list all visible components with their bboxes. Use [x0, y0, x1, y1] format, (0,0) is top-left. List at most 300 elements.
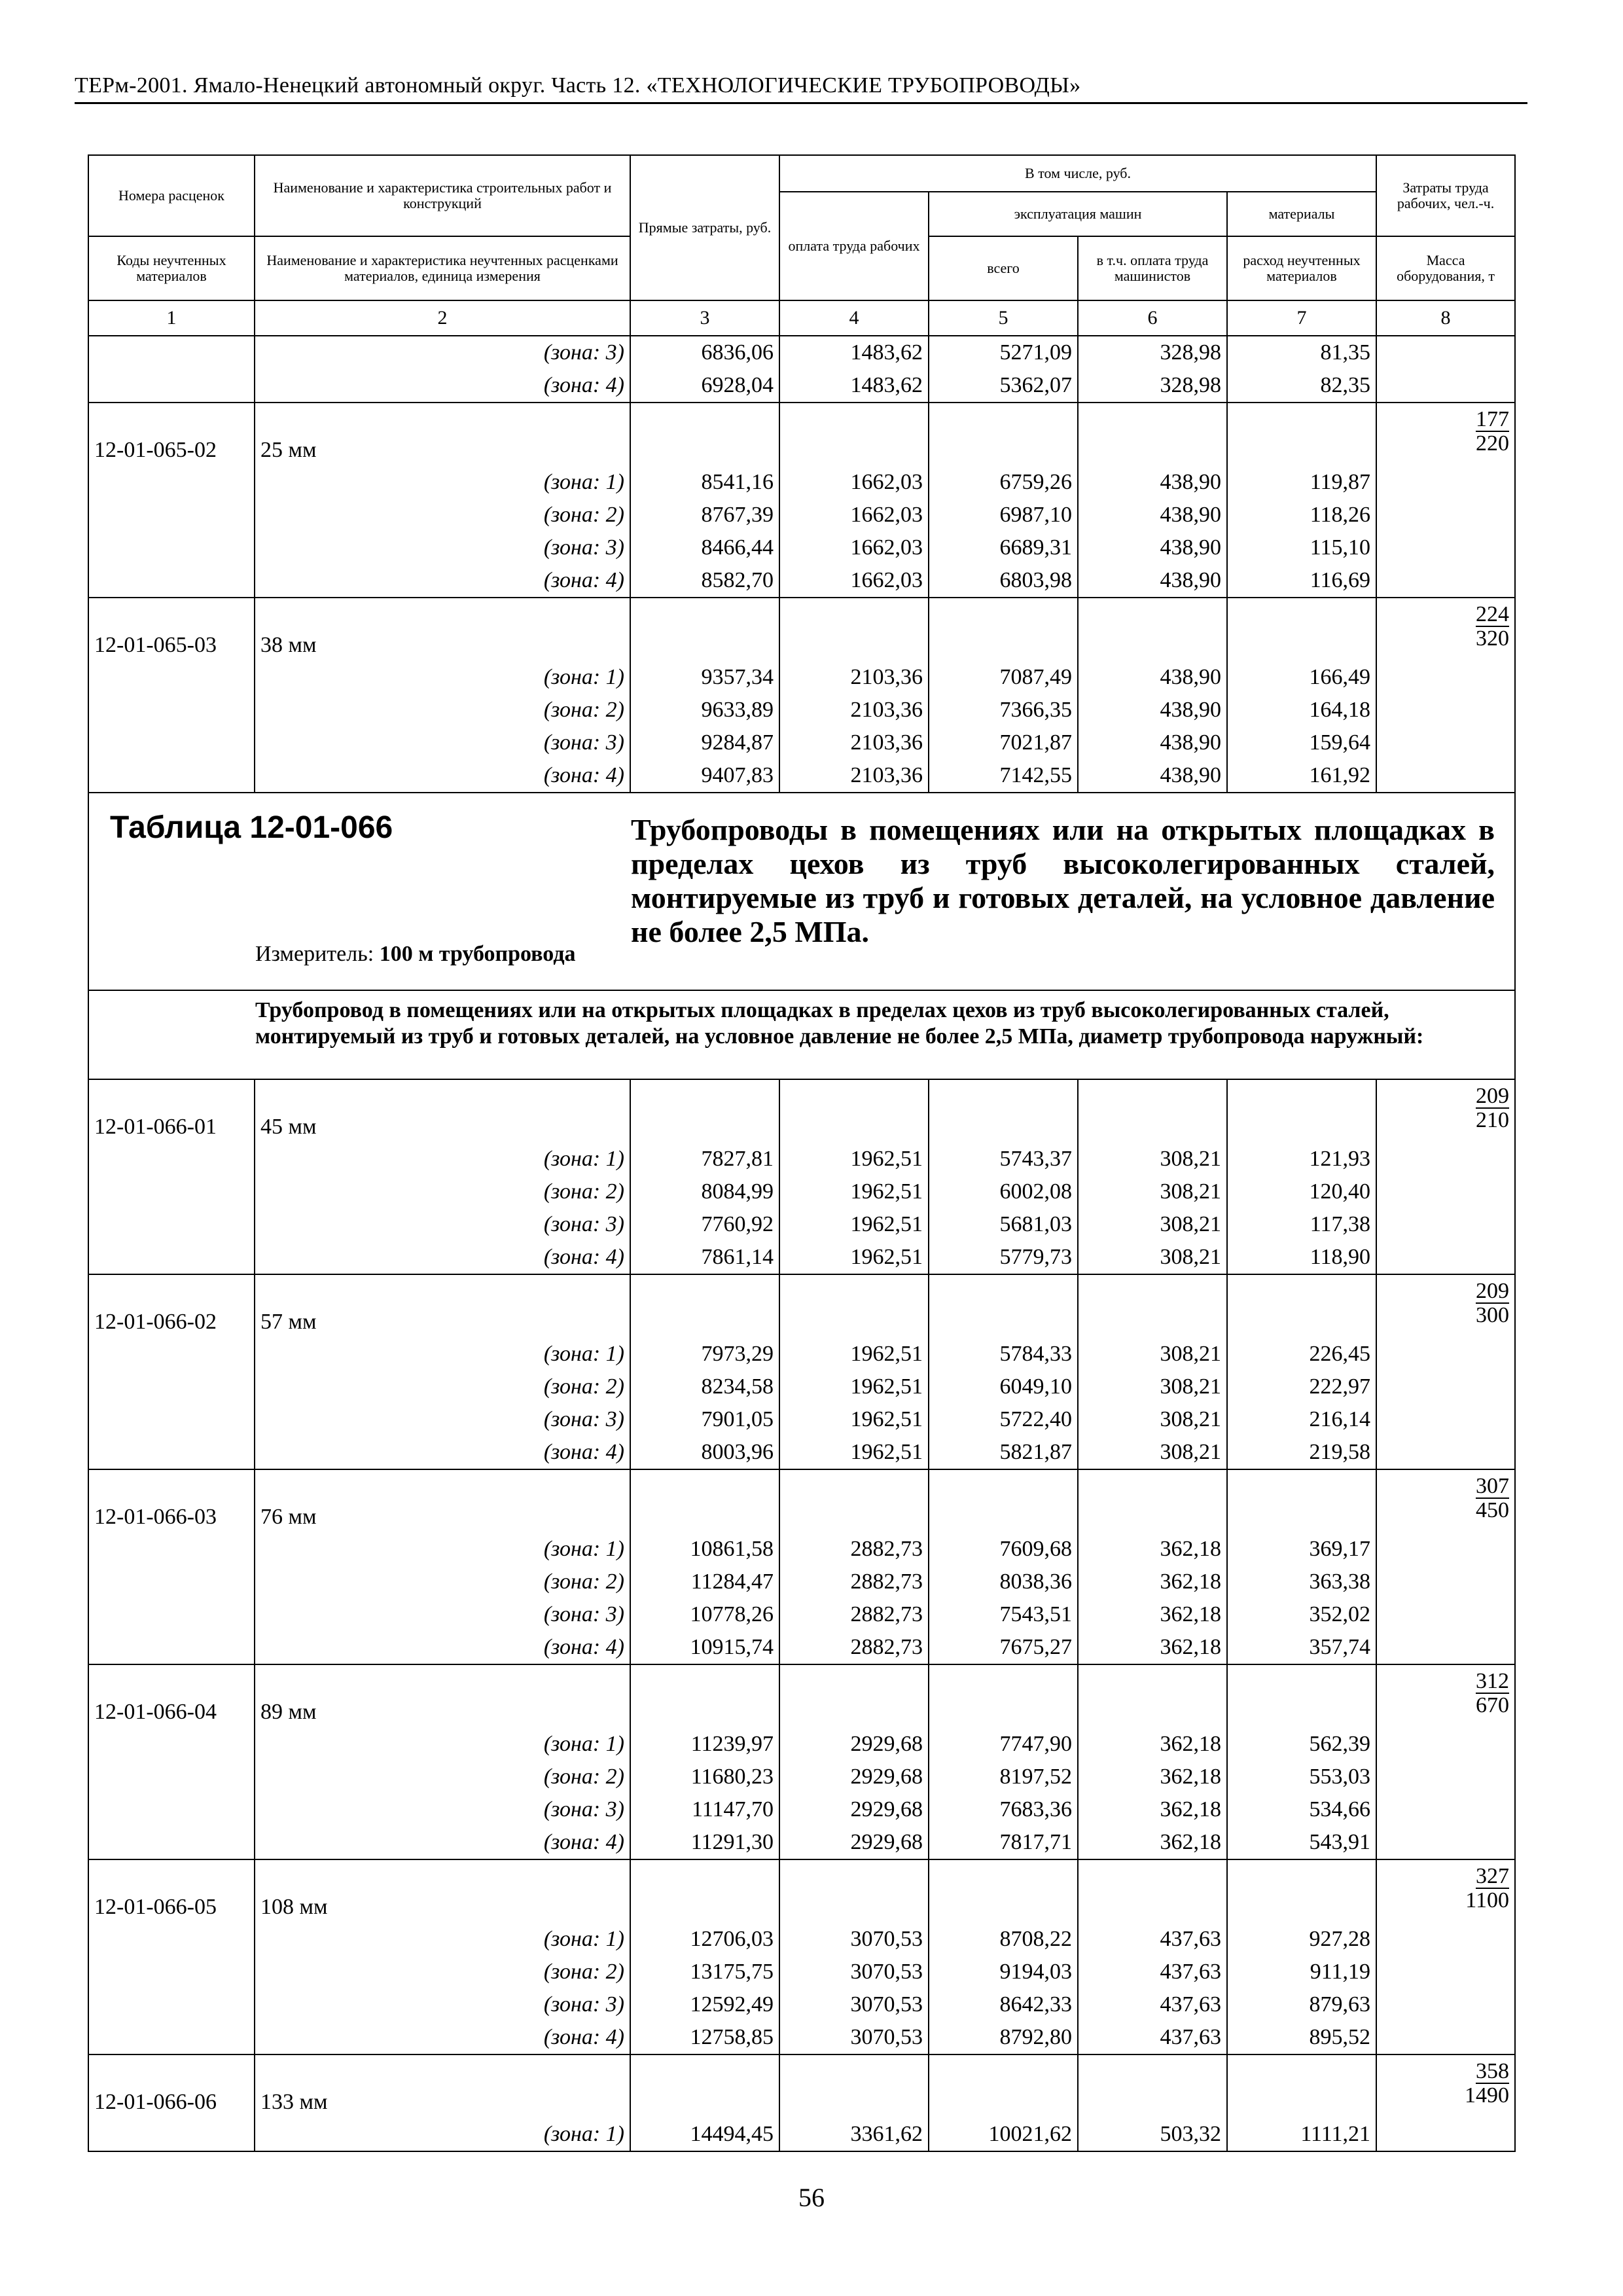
table-12-01-066-heading	[88, 793, 1515, 1079]
cell-mass	[1376, 1208, 1515, 1241]
cell-direct: 9284,87	[630, 726, 779, 759]
cell-materials: 534,66	[1227, 1793, 1376, 1826]
table-row	[88, 564, 1515, 598]
cell-zone: (зона: 3)	[255, 1403, 630, 1436]
cell-mass	[1376, 564, 1515, 598]
cell-machinists: 308,21	[1078, 1338, 1227, 1371]
cell-code	[88, 1436, 255, 1469]
col-number: 6	[1078, 300, 1227, 336]
cell-wages: 2882,73	[779, 1533, 929, 1566]
col-materials: материалы	[1227, 192, 1376, 236]
cell-mass	[1376, 1793, 1515, 1826]
cell-materials: 357,74	[1227, 1631, 1376, 1664]
cell-mass	[1376, 1631, 1515, 1664]
group-row	[88, 598, 1515, 661]
empty-cell	[929, 1664, 1078, 1728]
cell-direct: 7827,81	[630, 1143, 779, 1175]
group-row	[88, 1079, 1515, 1143]
col-labor-costs: Затраты труда рабочих, чел.-ч.	[1376, 155, 1515, 236]
table-row	[88, 661, 1515, 694]
cell-materials: 82,35	[1227, 369, 1376, 403]
pipe-diameter: 108 мм	[255, 1859, 630, 1923]
labor-mass	[1376, 403, 1515, 466]
labor-mass	[1376, 1079, 1515, 1143]
cell-zone: (зона: 2)	[255, 1371, 630, 1403]
cell-direct: 8466,44	[630, 531, 779, 564]
cell-materials: 117,38	[1227, 1208, 1376, 1241]
table-row	[88, 1598, 1515, 1631]
empty-cell	[779, 2054, 929, 2118]
cell-zone: (зона: 2)	[255, 1175, 630, 1208]
table-row	[88, 1338, 1515, 1371]
measurement-label: Измеритель:	[255, 942, 374, 966]
cell-direct: 11284,47	[630, 1566, 779, 1598]
empty-cell	[929, 598, 1078, 661]
empty-cell	[1078, 1469, 1227, 1533]
empty-cell	[779, 1859, 929, 1923]
table-row	[88, 1436, 1515, 1469]
cell-machinists: 308,21	[1078, 1436, 1227, 1469]
empty-cell	[1227, 1079, 1376, 1143]
cell-materials: 118,26	[1227, 499, 1376, 531]
table-row	[88, 1988, 1515, 2021]
cell-wages: 2929,68	[779, 1728, 929, 1761]
cell-materials: 543,91	[1227, 1826, 1376, 1859]
mass-value: 210	[1476, 1108, 1510, 1132]
cell-machinists: 503,32	[1078, 2118, 1227, 2151]
cell-mass	[1376, 1761, 1515, 1793]
group-row	[88, 1274, 1515, 1338]
cell-zone: (зона: 4)	[255, 369, 630, 403]
col-rate-no: Номера расценок	[88, 155, 255, 236]
cell-direct: 12758,85	[630, 2021, 779, 2054]
table-body-066	[88, 1079, 1515, 2151]
cell-wages: 1962,51	[779, 1143, 929, 1175]
cell-machines: 6049,10	[929, 1371, 1078, 1403]
cell-machines: 8792,80	[929, 2021, 1078, 2054]
cell-materials: 553,03	[1227, 1761, 1376, 1793]
cell-direct: 12706,03	[630, 1923, 779, 1956]
cell-mass	[1376, 1371, 1515, 1403]
cell-code	[88, 1371, 255, 1403]
mass-value: 220	[1476, 431, 1510, 456]
cell-machines: 10021,62	[929, 2118, 1078, 2151]
cell-machines: 5722,40	[929, 1403, 1078, 1436]
cell-zone: (зона: 4)	[255, 2021, 630, 2054]
empty-cell	[1078, 1079, 1227, 1143]
cell-zone: (зона: 3)	[255, 1988, 630, 2021]
cell-direct: 7901,05	[630, 1403, 779, 1436]
cell-mass	[1376, 336, 1515, 369]
cell-code	[88, 1631, 255, 1664]
cell-wages: 1962,51	[779, 1208, 929, 1241]
col-machines: эксплуатация машин	[929, 192, 1227, 236]
cell-direct: 11680,23	[630, 1761, 779, 1793]
empty-cell	[1078, 1274, 1227, 1338]
cell-code	[88, 694, 255, 726]
col-equip-mass: Масса оборудования, т	[1376, 236, 1515, 300]
cell-mass	[1376, 466, 1515, 499]
col-codes: Коды неучтенных материалов	[88, 236, 255, 300]
labor-value: 307	[1476, 1474, 1510, 1498]
labor-mass	[1376, 1664, 1515, 1728]
cell-machinists: 308,21	[1078, 1403, 1227, 1436]
col-mat-name: Наименование и характеристика неучтенных расценками материалов, единица измерения	[255, 236, 630, 300]
cell-wages: 1662,03	[779, 499, 929, 531]
table-row	[88, 1793, 1515, 1826]
cell-mass	[1376, 531, 1515, 564]
cell-mass	[1376, 1533, 1515, 1566]
cell-zone: (зона: 3)	[255, 336, 630, 369]
cell-machines: 5784,33	[929, 1338, 1078, 1371]
cell-wages: 1662,03	[779, 466, 929, 499]
col-number: 2	[255, 300, 630, 336]
cell-materials: 166,49	[1227, 661, 1376, 694]
cell-materials: 116,69	[1227, 564, 1376, 598]
col-number: 7	[1227, 300, 1376, 336]
cell-direct: 6928,04	[630, 369, 779, 403]
cell-materials: 161,92	[1227, 759, 1376, 793]
cell-materials: 115,10	[1227, 531, 1376, 564]
rate-code: 12-01-065-03	[88, 598, 255, 661]
cell-materials: 159,64	[1227, 726, 1376, 759]
labor-mass	[1376, 1859, 1515, 1923]
cell-machines: 6002,08	[929, 1175, 1078, 1208]
cell-machines: 7543,51	[929, 1598, 1078, 1631]
cell-zone: (зона: 1)	[255, 661, 630, 694]
cell-materials: 118,90	[1227, 1241, 1376, 1274]
cell-machinists: 362,18	[1078, 1728, 1227, 1761]
cell-machines: 8197,52	[929, 1761, 1078, 1793]
rate-code: 12-01-066-02	[88, 1274, 255, 1338]
cell-code	[88, 1988, 255, 2021]
empty-cell	[929, 1079, 1078, 1143]
cell-machines: 8708,22	[929, 1923, 1078, 1956]
mass-value: 450	[1476, 1498, 1510, 1522]
col-incl: В том числе, руб.	[779, 155, 1376, 192]
cell-mass	[1376, 1143, 1515, 1175]
cell-direct: 6836,06	[630, 336, 779, 369]
rate-code: 12-01-066-03	[88, 1469, 255, 1533]
cell-wages: 1962,51	[779, 1371, 929, 1403]
empty-cell	[929, 403, 1078, 466]
cell-machines: 5271,09	[929, 336, 1078, 369]
table-row	[88, 694, 1515, 726]
cell-mass	[1376, 726, 1515, 759]
pipe-diameter: 25 мм	[255, 403, 630, 466]
labor-value: 177	[1476, 407, 1510, 431]
cell-machinists: 362,18	[1078, 1566, 1227, 1598]
empty-cell	[779, 1469, 929, 1533]
table-row	[88, 1143, 1515, 1175]
cell-direct: 11239,97	[630, 1728, 779, 1761]
cell-direct: 8541,16	[630, 466, 779, 499]
cell-machinists: 438,90	[1078, 499, 1227, 531]
cell-code	[88, 2021, 255, 2054]
cell-direct: 13175,75	[630, 1956, 779, 1988]
col-wages: оплата труда рабочих	[779, 192, 929, 300]
cell-mass	[1376, 1988, 1515, 2021]
cell-code	[88, 1175, 255, 1208]
table-row	[88, 726, 1515, 759]
cell-machinists: 438,90	[1078, 759, 1227, 793]
cell-wages: 3070,53	[779, 1923, 929, 1956]
mass-value: 300	[1476, 1303, 1510, 1327]
cell-code	[88, 1728, 255, 1761]
cell-materials: 911,19	[1227, 1956, 1376, 1988]
col-work-name: Наименование и характеристика строительных работ и конструкций	[255, 155, 630, 236]
cell-mass	[1376, 1566, 1515, 1598]
col-number: 1	[88, 300, 255, 336]
empty-cell	[630, 1469, 779, 1533]
cell-machines: 7366,35	[929, 694, 1078, 726]
cell-code	[88, 1241, 255, 1274]
cell-mass	[1376, 1598, 1515, 1631]
pipe-diameter: 57 мм	[255, 1274, 630, 1338]
cell-mass	[1376, 1826, 1515, 1859]
cell-direct: 9357,34	[630, 661, 779, 694]
cell-code	[88, 499, 255, 531]
labor-value: 224	[1476, 602, 1510, 626]
table-row	[88, 1631, 1515, 1664]
cell-machines: 9194,03	[929, 1956, 1078, 1988]
rates-table	[88, 154, 1516, 2152]
cell-code	[88, 661, 255, 694]
table-row	[88, 466, 1515, 499]
mass-value: 1490	[1465, 2083, 1510, 2108]
cell-machines: 7683,36	[929, 1793, 1078, 1826]
cell-direct: 10778,26	[630, 1598, 779, 1631]
labor-mass	[1376, 1274, 1515, 1338]
cell-mass	[1376, 1923, 1515, 1956]
col-number: 5	[929, 300, 1078, 336]
table-row	[88, 499, 1515, 531]
cell-machinists: 308,21	[1078, 1241, 1227, 1274]
col-number: 4	[779, 300, 929, 336]
cell-machinists: 438,90	[1078, 466, 1227, 499]
table-row	[88, 1728, 1515, 1761]
table-row	[88, 1761, 1515, 1793]
cell-machinists: 362,18	[1078, 1761, 1227, 1793]
cell-materials: 81,35	[1227, 336, 1376, 369]
cell-direct: 10861,58	[630, 1533, 779, 1566]
cell-machines: 5681,03	[929, 1208, 1078, 1241]
cell-code	[88, 2118, 255, 2151]
cell-materials: 226,45	[1227, 1338, 1376, 1371]
cell-mass	[1376, 2118, 1515, 2151]
cell-machinists: 308,21	[1078, 1175, 1227, 1208]
empty-cell	[630, 403, 779, 466]
cell-machinists: 437,63	[1078, 1988, 1227, 2021]
cell-machinists: 438,90	[1078, 694, 1227, 726]
cell-machinists: 328,98	[1078, 369, 1227, 403]
table-body-065	[88, 336, 1515, 793]
empty-cell	[929, 1859, 1078, 1923]
empty-cell	[630, 1859, 779, 1923]
table-row	[88, 1403, 1515, 1436]
cell-machines: 7142,55	[929, 759, 1078, 793]
cell-wages: 2103,36	[779, 661, 929, 694]
cell-machinists: 328,98	[1078, 336, 1227, 369]
cell-machines: 7675,27	[929, 1631, 1078, 1664]
cell-mass	[1376, 2021, 1515, 2054]
cell-zone: (зона: 3)	[255, 726, 630, 759]
cell-machines: 7087,49	[929, 661, 1078, 694]
table-row	[88, 2118, 1515, 2151]
cell-zone: (зона: 4)	[255, 1631, 630, 1664]
empty-cell	[1078, 598, 1227, 661]
cell-zone: (зона: 1)	[255, 466, 630, 499]
empty-cell	[1227, 1859, 1376, 1923]
table-row	[88, 369, 1515, 403]
running-header: ТЕРм-2001. Ямало-Ненецкий автономный округ. Часть 12. «ТЕХНОЛОГИЧЕСКИЕ ТРУБОПРОВОДЫ»	[75, 73, 1527, 104]
measurement-value: 100 м трубопровода	[379, 942, 576, 966]
cell-code	[88, 1923, 255, 1956]
cell-wages: 2103,36	[779, 694, 929, 726]
cell-zone: (зона: 3)	[255, 1793, 630, 1826]
cell-code	[88, 336, 255, 369]
empty-cell	[779, 1079, 929, 1143]
table-row	[88, 1175, 1515, 1208]
cell-direct: 9633,89	[630, 694, 779, 726]
cell-machinists: 362,18	[1078, 1533, 1227, 1566]
cell-machines: 6689,31	[929, 531, 1078, 564]
cell-materials: 216,14	[1227, 1403, 1376, 1436]
empty-cell	[1227, 598, 1376, 661]
cell-code	[88, 759, 255, 793]
cell-mass	[1376, 1175, 1515, 1208]
group-row	[88, 1859, 1515, 1923]
cell-direct: 7973,29	[630, 1338, 779, 1371]
empty-cell	[1227, 1274, 1376, 1338]
mass-value: 670	[1476, 1693, 1510, 1717]
cell-zone: (зона: 1)	[255, 1533, 630, 1566]
cell-mass	[1376, 1338, 1515, 1371]
cell-code	[88, 466, 255, 499]
cell-wages: 1662,03	[779, 531, 929, 564]
col-direct: Прямые затраты, руб.	[630, 155, 779, 300]
cell-zone: (зона: 2)	[255, 1956, 630, 1988]
empty-cell	[630, 1274, 779, 1338]
cell-direct: 12592,49	[630, 1988, 779, 2021]
pipe-diameter: 76 мм	[255, 1469, 630, 1533]
table-row	[88, 1371, 1515, 1403]
empty-cell	[630, 1079, 779, 1143]
empty-cell	[630, 598, 779, 661]
cell-code	[88, 1761, 255, 1793]
cell-machines: 5779,73	[929, 1241, 1078, 1274]
pipe-diameter: 38 мм	[255, 598, 630, 661]
empty-cell	[779, 1664, 929, 1728]
labor-mass	[1376, 2054, 1515, 2118]
cell-machinists: 308,21	[1078, 1143, 1227, 1175]
cell-code	[88, 1826, 255, 1859]
cell-code	[88, 531, 255, 564]
cell-mass	[1376, 1436, 1515, 1469]
cell-machinists: 438,90	[1078, 661, 1227, 694]
mass-value: 320	[1476, 626, 1510, 651]
empty-cell	[1078, 1859, 1227, 1923]
cell-machinists: 438,90	[1078, 564, 1227, 598]
cell-wages: 2103,36	[779, 759, 929, 793]
pipe-diameter: 89 мм	[255, 1664, 630, 1728]
col-number: 3	[630, 300, 779, 336]
pipe-diameter: 45 мм	[255, 1079, 630, 1143]
rate-code: 12-01-066-05	[88, 1859, 255, 1923]
cell-machinists: 437,63	[1078, 1923, 1227, 1956]
cell-machines: 6803,98	[929, 564, 1078, 598]
table-row	[88, 1826, 1515, 1859]
cell-wages: 1662,03	[779, 564, 929, 598]
cell-mass	[1376, 1956, 1515, 1988]
table-title: Трубопроводы в помещениях или на открытых площадках в пределах цехов из труб высоколегированных сталей, монтируемые из труб и готовых деталей, на условное давление не более 2,5 МПа.	[631, 813, 1495, 948]
table-row	[88, 531, 1515, 564]
cell-machines: 5743,37	[929, 1143, 1078, 1175]
cell-code	[88, 726, 255, 759]
cell-wages: 2929,68	[779, 1826, 929, 1859]
cell-code	[88, 1598, 255, 1631]
cell-direct: 10915,74	[630, 1631, 779, 1664]
cell-code	[88, 1143, 255, 1175]
cell-wages: 1962,51	[779, 1241, 929, 1274]
cell-direct: 8234,58	[630, 1371, 779, 1403]
cell-direct: 8582,70	[630, 564, 779, 598]
cell-zone: (зона: 4)	[255, 1436, 630, 1469]
cell-wages: 3361,62	[779, 2118, 929, 2151]
cell-direct: 7760,92	[630, 1208, 779, 1241]
cell-zone: (зона: 3)	[255, 531, 630, 564]
cell-zone: (зона: 1)	[255, 1923, 630, 1956]
cell-zone: (зона: 1)	[255, 2118, 630, 2151]
labor-value: 209	[1476, 1084, 1510, 1108]
empty-cell	[1078, 403, 1227, 466]
group-row	[88, 2054, 1515, 2118]
cell-mass	[1376, 1728, 1515, 1761]
cell-wages: 1962,51	[779, 1436, 929, 1469]
empty-cell	[929, 1469, 1078, 1533]
cell-materials: 222,97	[1227, 1371, 1376, 1403]
page-number: 56	[798, 2183, 825, 2212]
cell-wages: 2929,68	[779, 1761, 929, 1793]
cell-materials: 352,02	[1227, 1598, 1376, 1631]
measurement-unit	[255, 942, 576, 966]
labor-mass	[1376, 1469, 1515, 1533]
cell-materials: 1111,21	[1227, 2118, 1376, 2151]
cell-machinists: 362,18	[1078, 1793, 1227, 1826]
cell-mass	[1376, 661, 1515, 694]
empty-cell	[1078, 2054, 1227, 2118]
cell-zone: (зона: 3)	[255, 1208, 630, 1241]
cell-materials: 363,38	[1227, 1566, 1376, 1598]
empty-cell	[929, 1274, 1078, 1338]
mass-value: 1100	[1465, 1888, 1510, 1912]
cell-wages: 2882,73	[779, 1631, 929, 1664]
cell-wages: 2929,68	[779, 1793, 929, 1826]
cell-wages: 1483,62	[779, 336, 929, 369]
cell-zone: (зона: 2)	[255, 499, 630, 531]
cell-code	[88, 1533, 255, 1566]
cell-materials: 164,18	[1227, 694, 1376, 726]
cell-wages: 2882,73	[779, 1598, 929, 1631]
empty-cell	[1227, 1469, 1376, 1533]
labor-value: 327	[1476, 1864, 1510, 1888]
table-row	[88, 2021, 1515, 2054]
cell-zone: (зона: 3)	[255, 1598, 630, 1631]
cell-wages: 3070,53	[779, 1956, 929, 1988]
group-row	[88, 1664, 1515, 1728]
pipe-diameter: 133 мм	[255, 2054, 630, 2118]
cell-materials: 369,17	[1227, 1533, 1376, 1566]
